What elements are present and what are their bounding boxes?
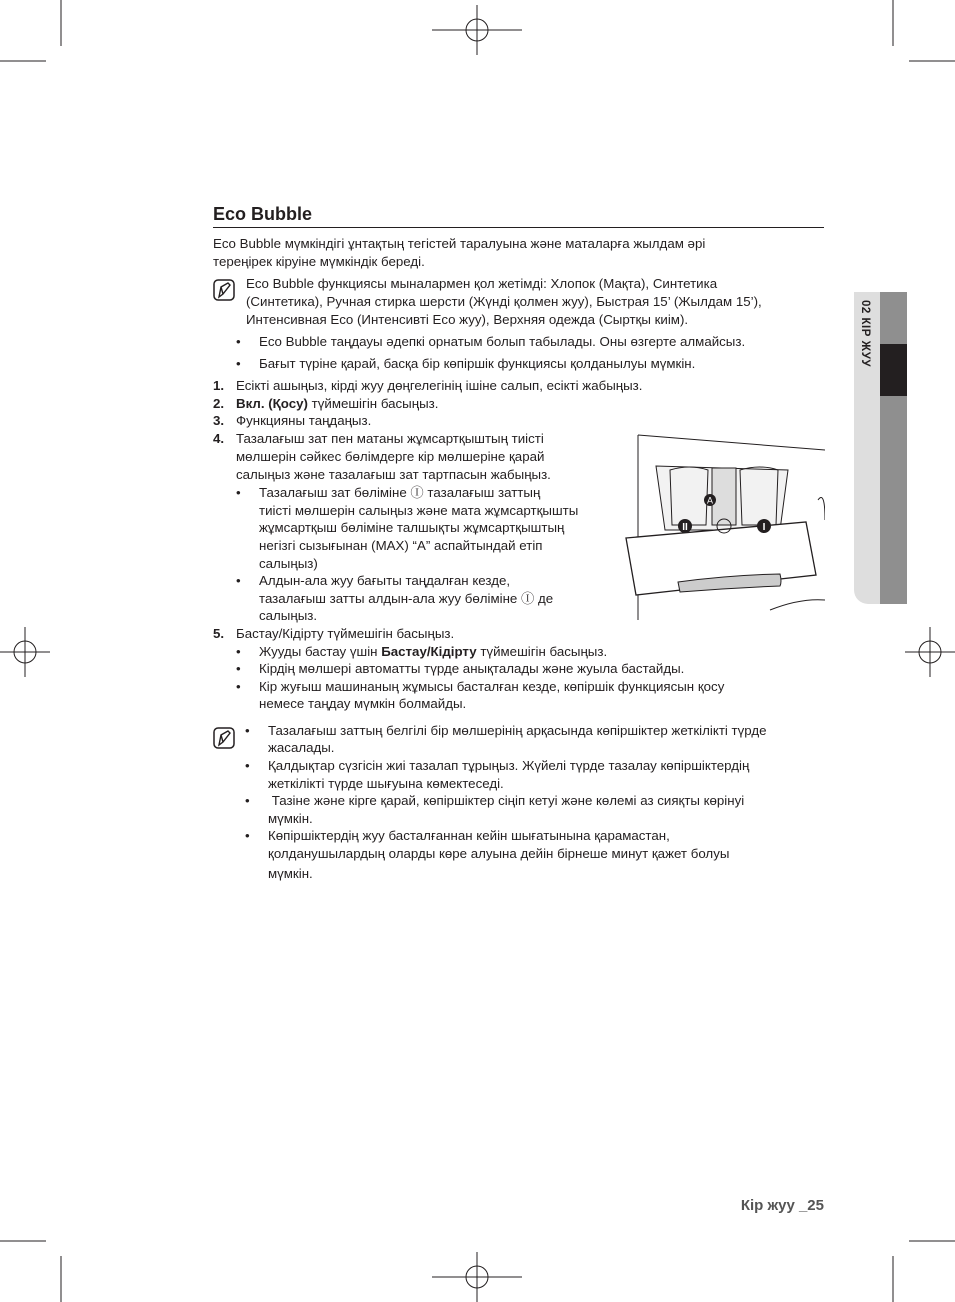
step-4-bullet: • Тазалағыш зат бөліміне Ⓘ тазалағыш заттың bbox=[236, 485, 541, 500]
step-4-line: мөлшерін сәйкес бөлімдерге кір мөлшеріне қарай bbox=[236, 449, 545, 464]
note-line: Eco Bubble функциясы мыналармен қол жетімді: Хлопок (Мақта), Синтетика bbox=[246, 276, 718, 291]
note-icon bbox=[213, 727, 235, 749]
step-4-bullet-line: негізгі сызығынан (MAX) “A” аспайтындай етіп bbox=[259, 538, 543, 553]
step-5-bullet: • Кір жуғыш машинаның жұмысы басталған кезде, көпіршік функциясын қосу bbox=[236, 679, 725, 694]
title-rule bbox=[213, 227, 824, 228]
step-4: 4. Тазалағыш зат пен матаны жұмсартқыштың тиісті bbox=[213, 431, 544, 446]
section-title: Eco Bubble bbox=[213, 204, 313, 224]
step-3: 3. Функцияны таңдаңыз. bbox=[213, 413, 372, 428]
chapter-side-tab bbox=[854, 292, 907, 604]
page-footer: Кір жуу _25 bbox=[740, 1197, 824, 1214]
note-bullet: • Бағыт түріне қарай, басқа бір көпіршік функциясы қолданылуы мүмкін. bbox=[236, 356, 696, 371]
note2-line: қолданушылардың оларды көре алуына дейін бірнеше минут қажет болуы bbox=[268, 846, 730, 861]
step-4-bullet-line: тазалағыш затты алдын-ала жуу бөліміне Ⓘ де bbox=[259, 591, 554, 606]
step-4-bullet-line: тиісті мөлшерін салыңыз және мата жұмсартқышты bbox=[259, 503, 579, 518]
step-5-bullet: • Кірдің мөлшері автоматты түрде анықталады және жуыла бастайды. bbox=[236, 661, 685, 676]
note2-line: жасалады. bbox=[268, 740, 335, 755]
note2-line: жеткілікті түрде шығуына көмектеседі. bbox=[268, 776, 504, 791]
step-5-bullet: • Жууды бастау үшін Бастау/Кідірту түймешігін басыңыз. bbox=[236, 644, 608, 659]
svg-text:A: A bbox=[706, 495, 714, 506]
note2-bullet: • Көпіршіктердің жуу басталғаннан кейін шығатынына қарамастан, bbox=[245, 828, 670, 843]
chapter-label: 02 КІР ЖУУ bbox=[859, 300, 871, 368]
step-4-line: салыңыз және тазалағыш зат тартпасын жабыңыз. bbox=[236, 467, 551, 482]
step-2: 2. Вкл. (Қосу) түймешігін басыңыз. bbox=[213, 396, 439, 411]
intro-line: Eco Bubble мүмкіндігі ұнтақтың тегістей таралуына және маталарға жылдам әрі bbox=[213, 236, 706, 251]
note2-bullet: • Қалдықтар сүзгісін жиі тазалап тұрыңыз. Жүйелі түрде тазалау көпіршіктердің bbox=[245, 758, 750, 773]
note-line: (Синтетика), Ручная стирка шерсти (Жүнді қолмен жуу), Быстрая 15’ (Жылдам 15’), bbox=[246, 294, 762, 309]
step-5: 5. Бастау/Кідірту түймешігін басыңыз. bbox=[213, 626, 455, 641]
svg-text:II: II bbox=[682, 522, 688, 533]
intro-line: тереңірек кіруіне мүмкіндік береді. bbox=[213, 254, 425, 269]
note-icon bbox=[213, 279, 235, 301]
step-5-bullet-line: немесе таңдау мүмкін болмайды. bbox=[259, 696, 467, 711]
step-1: 1. Есікті ашыңыз, кірді жуу дөңгелегінің ішіне салып, есікті жабыңыз. bbox=[213, 378, 643, 393]
step-4-bullet-line: жұмсартқыш бөліміне талшықты жұмсартқыштың bbox=[259, 520, 565, 535]
step-4-bullet: • Алдын-ала жуу бағыты таңдалған кезде, bbox=[236, 573, 511, 588]
note2-line: мүмкін. bbox=[268, 866, 313, 881]
step-4-bullet-line: салыңыз. bbox=[259, 608, 318, 623]
note-line: Интенсивная Eco (Интенсивті Eco жуу), Верхняя одежда (Сыртқы киім). bbox=[246, 312, 689, 327]
detergent-drawer-illustration bbox=[620, 430, 825, 620]
step-4-bullet-line: салыңыз) bbox=[259, 556, 318, 571]
svg-text:I: I bbox=[762, 522, 766, 533]
note2-bullet: • Тазалағыш заттың белгілі бір мөлшерінің арқасында көпіршіктер жеткілікті түрде bbox=[245, 723, 767, 738]
note2-bullet: • Тазіне және кірге қарай, көпіршіктер сіңіп кетуі және көлемі аз сияқты көрінуі bbox=[245, 793, 745, 808]
note2-line: мүмкін. bbox=[268, 811, 313, 826]
note-bullet: • Eco Bubble таңдауы әдепкі орнатым болып табылады. Оны өзгерте алмайсыз. bbox=[236, 334, 746, 349]
